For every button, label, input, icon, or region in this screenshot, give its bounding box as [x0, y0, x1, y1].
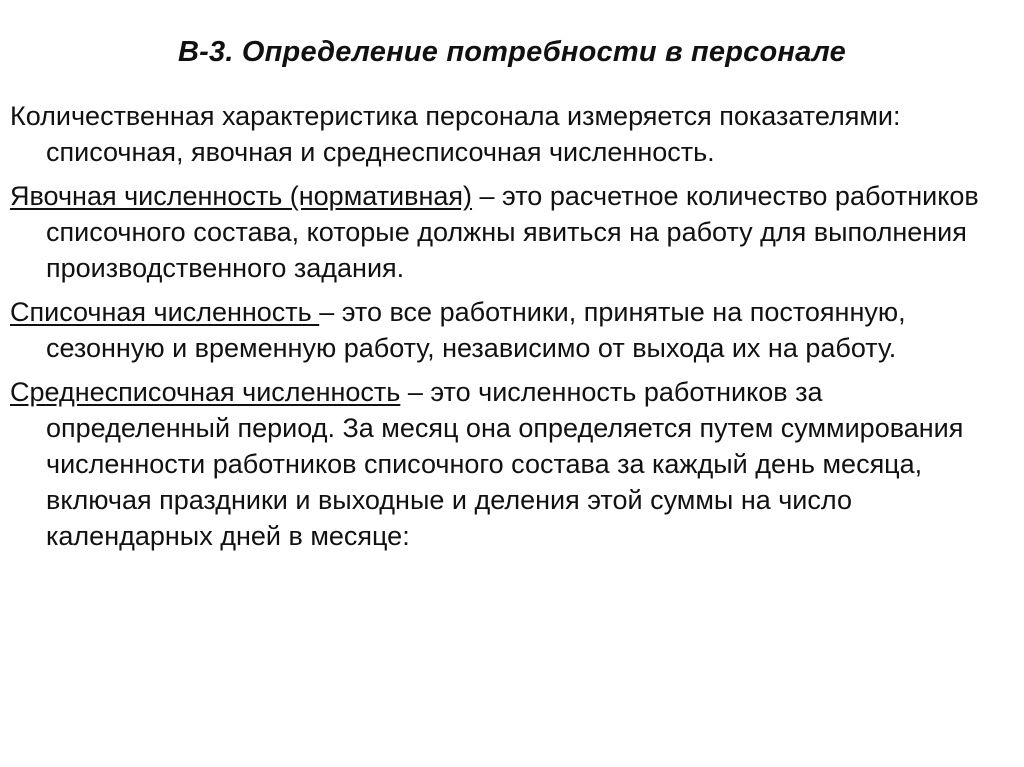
paragraph-text: – это расчетное количество работников списочного состава, которые должны явиться на работу для выполнения производственного задания. — [46, 181, 979, 283]
paragraph-average-count — [10, 374, 1010, 554]
term-attendance-count: Явочная численность (нормативная) — [10, 181, 473, 211]
paragraph-text: Количественная характеристика персонала измеряется показателями: списочная, явочная и среднесписочная численность. — [10, 101, 901, 167]
paragraph-text: – это численность работников за определенный период. За месяц она определяется путем суммирования численности работников списочного состава за каждый день месяца, включая праздники и выходные и деления этой суммы на число календарных дней в месяце: — [46, 377, 964, 551]
paragraph-quantitative — [10, 98, 1010, 170]
paragraph-attendance-count — [10, 178, 1010, 286]
paragraph-text: – это все работники, принятые на постоянную, сезонную и временную работу, независимо от выхода их на работу. — [46, 297, 906, 363]
slide-title: В-3. Определение потребности в персонале — [178, 36, 846, 68]
paragraph-payroll-count — [10, 294, 1010, 366]
term-average-count: Среднесписочная численность — [10, 377, 401, 407]
term-payroll-count: Списочная численность — [10, 297, 320, 327]
slide-body — [10, 98, 1010, 562]
